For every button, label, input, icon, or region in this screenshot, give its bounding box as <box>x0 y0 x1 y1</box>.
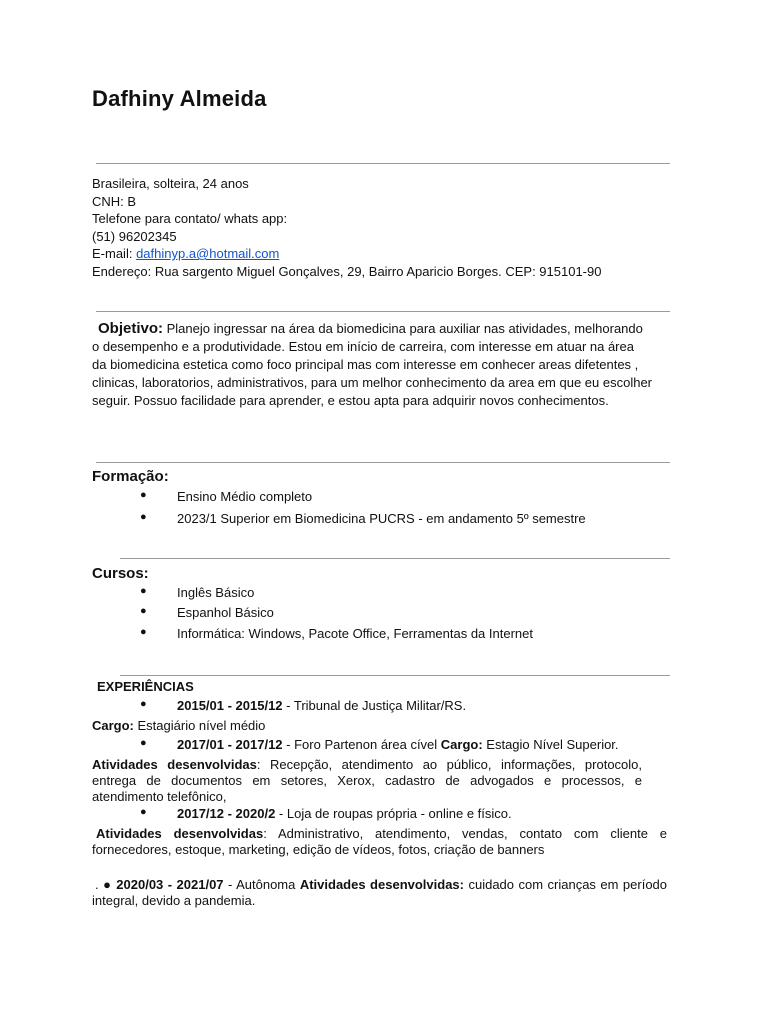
objective-text: Planejo ingressar na área da biomedicina para auxiliar nas atividades, melhorando o desempenho e a produtividade. Estou em início de carreira, com interesse em atuar na área da biomedicina estetica como foco principal mas com interesse em conhecer areas difetentes , clinicas, laboratorios, administrativos, para um melhor conhecimento da area em que eu escolher seguir. Possuo facilidade para aprender, e estou apta para adquirir novos conhecimentos. <box>92 321 653 408</box>
email-line <box>92 245 601 263</box>
job-activities <box>92 757 642 805</box>
course-item: Espanhol Básico <box>177 605 274 620</box>
job-employer: - Autônoma <box>223 877 300 892</box>
job-heading <box>177 806 512 821</box>
job-employer: - Foro Partenon área cível <box>282 737 441 752</box>
divider <box>120 675 670 676</box>
activities-label: Atividades desenvolvidas: <box>299 877 464 892</box>
course-item: Informática: Windows, Pacote Office, Ferramentas da Internet <box>177 626 533 641</box>
bullet-icon: ● <box>140 605 147 617</box>
course-item: Inglês Básico <box>177 585 255 600</box>
courses-title: Cursos: <box>92 565 149 582</box>
cnh-line: CNH: B <box>92 193 137 209</box>
phone-label: Telefone para contato/ whats app: <box>92 211 288 226</box>
personal-info <box>92 175 601 280</box>
activities-text: : Administrativo, atendimento, vendas, contato com cliente e fornecedores, estoque, marketing, edição de vídeos, fotos, criação de banners <box>92 826 668 857</box>
address-line: Endereço: Rua sargento Miguel Gonçalves, 29, Bairro Aparicio Borges. CEP: 915101-90 <box>92 263 602 279</box>
objective-label: Objetivo: <box>98 320 164 337</box>
objective-section <box>92 320 652 410</box>
job-entry <box>92 877 667 909</box>
email-link[interactable]: dafhinyp.a@hotmail.com <box>136 246 280 261</box>
activities-label: Atividades desenvolvidas <box>96 826 264 841</box>
job-employer: - Tribunal de Justiça Militar/RS. <box>282 698 467 713</box>
bullet-icon: ● <box>140 511 147 523</box>
job-role <box>92 718 265 734</box>
divider <box>96 462 670 463</box>
bullet-icon: ● <box>140 737 147 749</box>
activities-text: : Recepção, atendimento ao público, informações, protocolo, entrega de documentos em setores, Xerox, cadastro de advogados e processos, e atendimento telefônico, <box>92 757 643 804</box>
activities-label: Atividades desenvolvidas <box>92 757 257 772</box>
role-label: Cargo: <box>440 737 483 752</box>
job-heading <box>177 698 466 713</box>
divider <box>96 311 670 312</box>
bullet-icon: ● <box>140 626 147 638</box>
education-item: 2023/1 Superior em Biomedicina PUCRS - em andamento 5º semestre <box>177 511 586 526</box>
phone-number: (51) 96202345 <box>92 228 177 244</box>
divider <box>120 558 670 559</box>
bullet-icon: ● <box>140 806 147 818</box>
education-title: Formação: <box>92 468 169 485</box>
bullet-icon: ● <box>140 698 147 710</box>
experience-title: EXPERIÊNCIAS <box>97 679 194 694</box>
role-value: Estagio Nível Superior. <box>482 737 619 752</box>
job-heading <box>177 737 619 752</box>
candidate-name: Dafhiny Almeida <box>92 86 267 111</box>
bullet-icon: ● <box>140 585 147 597</box>
role-label: Cargo: <box>92 718 134 733</box>
email-label: E-mail: <box>92 246 137 261</box>
job-period: 2020/03 - 2021/07 <box>116 877 224 892</box>
role-value: Estagiário nível médio <box>133 718 266 733</box>
activities-text: cuidado com crianças em período integral, devido a pandemia. <box>92 877 668 908</box>
divider <box>96 163 670 164</box>
job-period: 2017/01 - 2017/12 <box>177 737 283 752</box>
bullet-icon: ● <box>140 489 147 501</box>
bullet-prefix: . ● <box>95 877 117 892</box>
job-period: 2017/12 - 2020/2 <box>177 806 276 821</box>
job-activities <box>92 826 667 858</box>
nationality-line: Brasileira, solteira, 24 anos <box>92 176 249 191</box>
education-item: Ensino Médio completo <box>177 489 313 504</box>
job-employer: - Loja de roupas própria - online e físico. <box>275 806 512 821</box>
job-period: 2015/01 - 2015/12 <box>177 698 283 713</box>
